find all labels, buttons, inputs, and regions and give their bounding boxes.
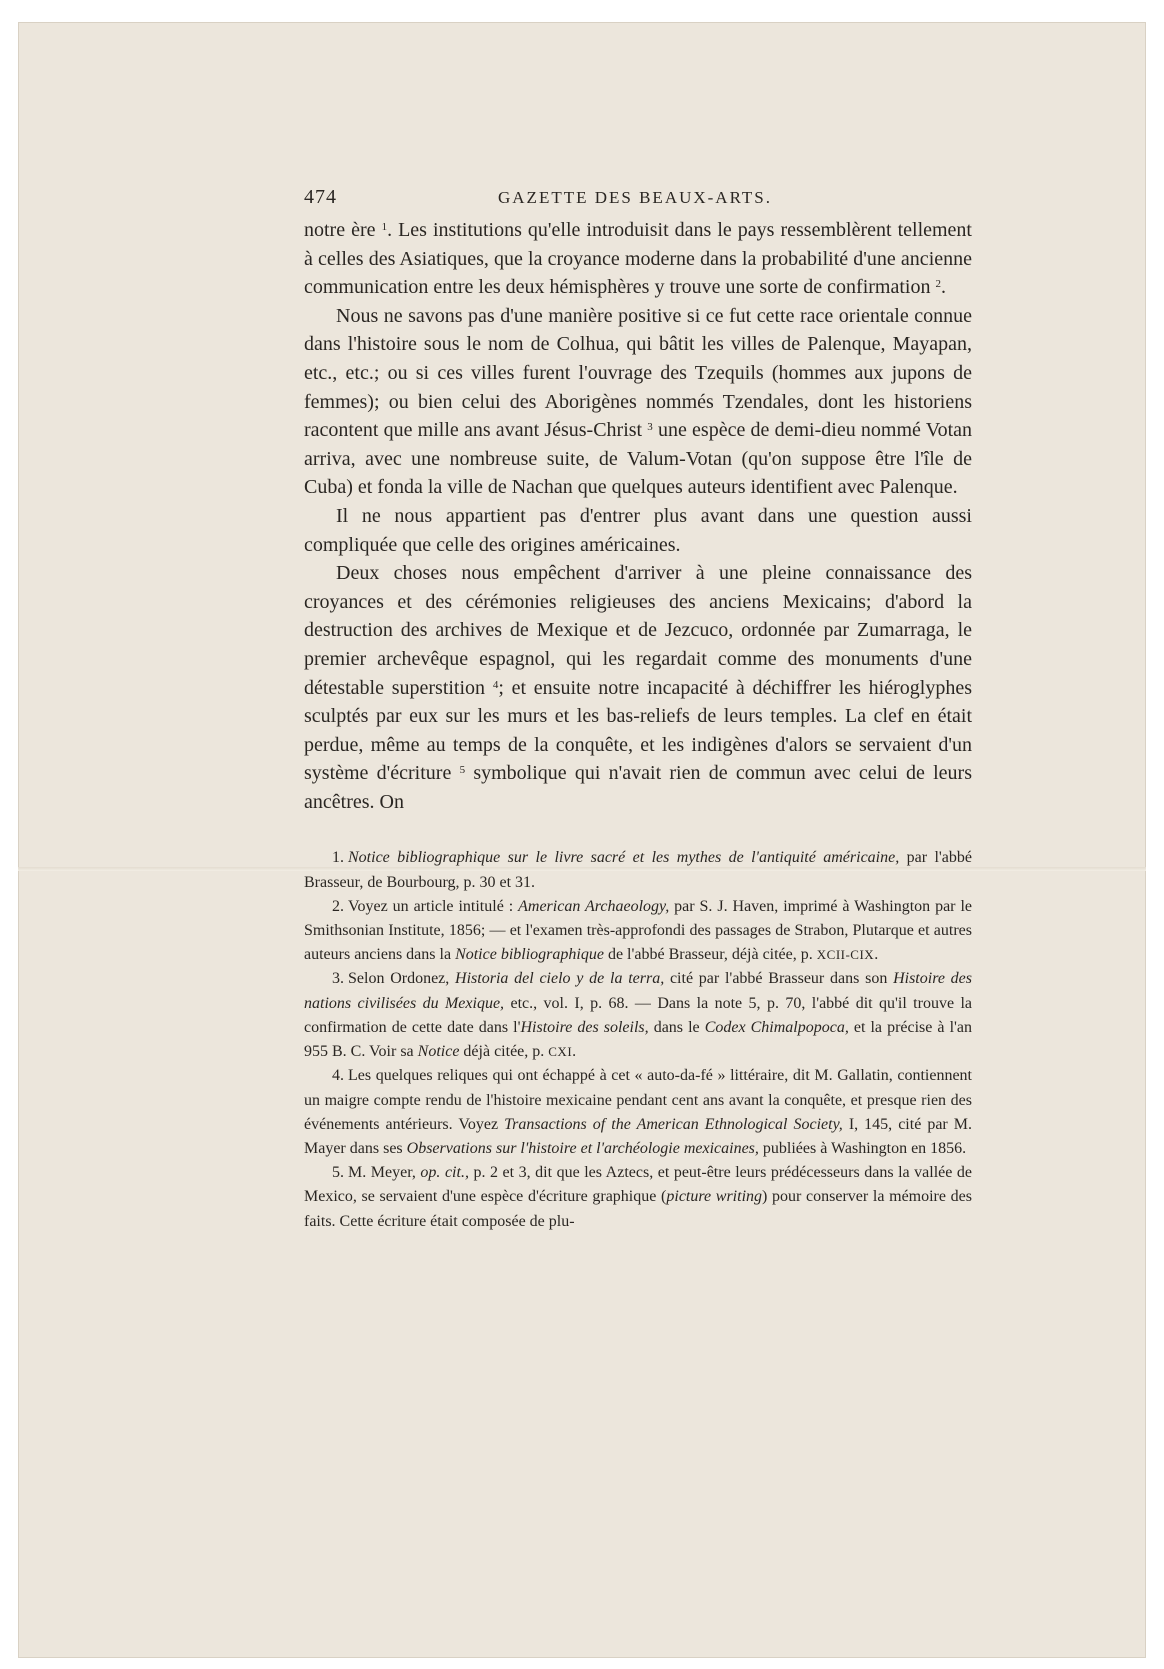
body-paragraph: notre ère $^1$. Les institutions qu'elle introduisit dans le pays ressemblèrent tellement à celles des Asiatiques, que la croyance moderne dans la probabilité d'une ancienne communication entre les deux hémisphères y trouve une sorte de confirmation $^2$. bbox=[304, 219, 972, 299]
footnote: 4. Les quelques reliques qui ont échappé à cet « auto-da-fé » littéraire, dit M. Gallatin, contiennent un maigre compte rendu de l'histoire mexicaine pendant cent ans avant la conquête, et presque rien des événements antérieurs. Voyez Transactions of the American Ethnological Society, I, 145, cité par M. Mayer dans ses Observations sur l'histoire et l'archéologie mexicaines, publiées à Washington en 1856. bbox=[304, 1067, 973, 1157]
body-paragraph: Nous ne savons pas d'une manière positive si ce fut cette race orientale connue dans l'histoire sous le nom de Colhua, qui bâtit les villes de Palenque, Mayapan, etc., etc.; ou si ces villes furent l'ouvrage des Tzequils (hommes aux jupons de femmes); ou bien celui des Aborigènes nommés Tzendales, dont les historiens racontent que mille ans avant Jésus-Christ $^3$ une espèce de demi-dieu nommé Votan arriva, avec une nombreuse suite, de Valum-Votan (qu'on suppose être l'île de Cuba) et fonda la ville de Nachan que quelques auteurs identifient avec Palenque. bbox=[304, 304, 973, 499]
footnote: 1. Notice bibliographique sur le livre sacré et les mythes de l'antiquité américaine, par l'abbé Brasseur, de Bourbourg, p. 30 et 31. bbox=[304, 849, 972, 891]
italic-span: picture writing bbox=[666, 1188, 763, 1206]
page-number: 474 bbox=[304, 186, 337, 208]
small-caps: XCII-CIX bbox=[816, 947, 875, 963]
footnote-ref: 1 bbox=[381, 221, 388, 233]
footnote-number: 2. bbox=[332, 897, 344, 915]
footnote-number: 4. bbox=[332, 1067, 344, 1085]
running-head bbox=[304, 186, 972, 216]
small-caps: CXI bbox=[548, 1044, 573, 1060]
italic-span: Histoire des soleils, bbox=[520, 1018, 649, 1036]
italic-span: American Archaeology, bbox=[518, 897, 670, 915]
footnote-number: 3. bbox=[332, 970, 344, 988]
body-paragraph: Deux choses nous empêchent d'arriver à une pleine connaissance des croyances et des cérémonies religieuses des anciens Mexicains; d'abord la destruction des archives de Mexique et de Jezcuco, ordonnée par Zumarraga, le premier archevêque espagnol, qui les regardait comme des monuments d'une détestable superstition $^4$; et ensuite notre incapacité à déchiffrer les hiéroglyphes sculptés par eux sur les murs et les bas-reliefs de leurs temples. La clef en était perdue, même au temps de la conquête, et les indigènes d'alors se servaient d'un système d'écriture $^5$ symbolique qui n'avait rien de commun avec celui de leurs ancêtres. On bbox=[304, 562, 972, 813]
italic-span: Notice bbox=[417, 1043, 460, 1061]
footnote-ref: 3 bbox=[647, 421, 653, 434]
italic-span: Notice bibliographique sur le livre sacré et les mythes de l'antiquité américaine, bbox=[348, 849, 900, 867]
footnote-ref: 2 bbox=[935, 278, 941, 291]
body-paragraph: Il ne nous appartient pas d'entrer plus avant dans une question aussi compliquée que celle des origines américaines. bbox=[304, 504, 972, 556]
footnote: 5. M. Meyer, op. cit., p. 2 et 3, dit que les Aztecs, et peut-être leurs prédécesseurs dans la vallée de Mexico, se servaient d'une espèce d'écriture graphique (picture writing) pour conserver la mémoire des faits. Cette écriture était composée de plu- bbox=[304, 1164, 972, 1230]
printed-page bbox=[304, 186, 972, 1234]
italic-span: op. cit., bbox=[420, 1164, 469, 1182]
footnote: 3. Selon Ordonez, Historia del cielo y de la terra, cité par l'abbé Brasseur dans son Histoire des nations civilisées du Mexique, etc., vol. I, p. 68. — Dans la note 5, p. 70, l'abbé dit qu'il trouve la confirmation de cette date dans l'Histoire des soleils, dans le Codex Chimalpopoca, et la précise à l'an 955 B. C. Voir sa Notice déjà citée, p. CXI. bbox=[304, 970, 973, 1061]
italic-span: Observations sur l'histoire et l'archéologie mexicaines, bbox=[406, 1139, 759, 1157]
footnote-ref: 4 bbox=[492, 678, 499, 691]
footnote-number: 5. bbox=[332, 1164, 344, 1182]
italic-span: Histoire des nations civilisées du Mexique, bbox=[304, 970, 973, 1012]
journal-title: GAZETTE DES BEAUX-ARTS. bbox=[498, 188, 772, 207]
body-text bbox=[304, 216, 972, 816]
italic-span: Historia del cielo y de la terra, bbox=[455, 970, 665, 988]
italic-span: Codex Chimalpopoca, bbox=[704, 1018, 849, 1036]
italic-span: Notice bibliographique bbox=[455, 946, 604, 964]
footnote-ref: 5 bbox=[459, 764, 466, 777]
footnotes bbox=[304, 846, 972, 1233]
footnote: 2. Voyez un article intitulé : American Archaeology, par S. J. Haven, imprimé à Washington par le Smithsonian Institute, 1856; — et l'examen très-approfondi des passages de Strabon, Plutarque et autres auteurs anciens dans la Notice bibliographique de l'abbé Brasseur, déjà citée, p. XCII-CIX. bbox=[304, 897, 972, 964]
footnote-number: 1. bbox=[332, 849, 344, 867]
italic-span: Transactions of the American Ethnological Society, bbox=[504, 1115, 843, 1133]
